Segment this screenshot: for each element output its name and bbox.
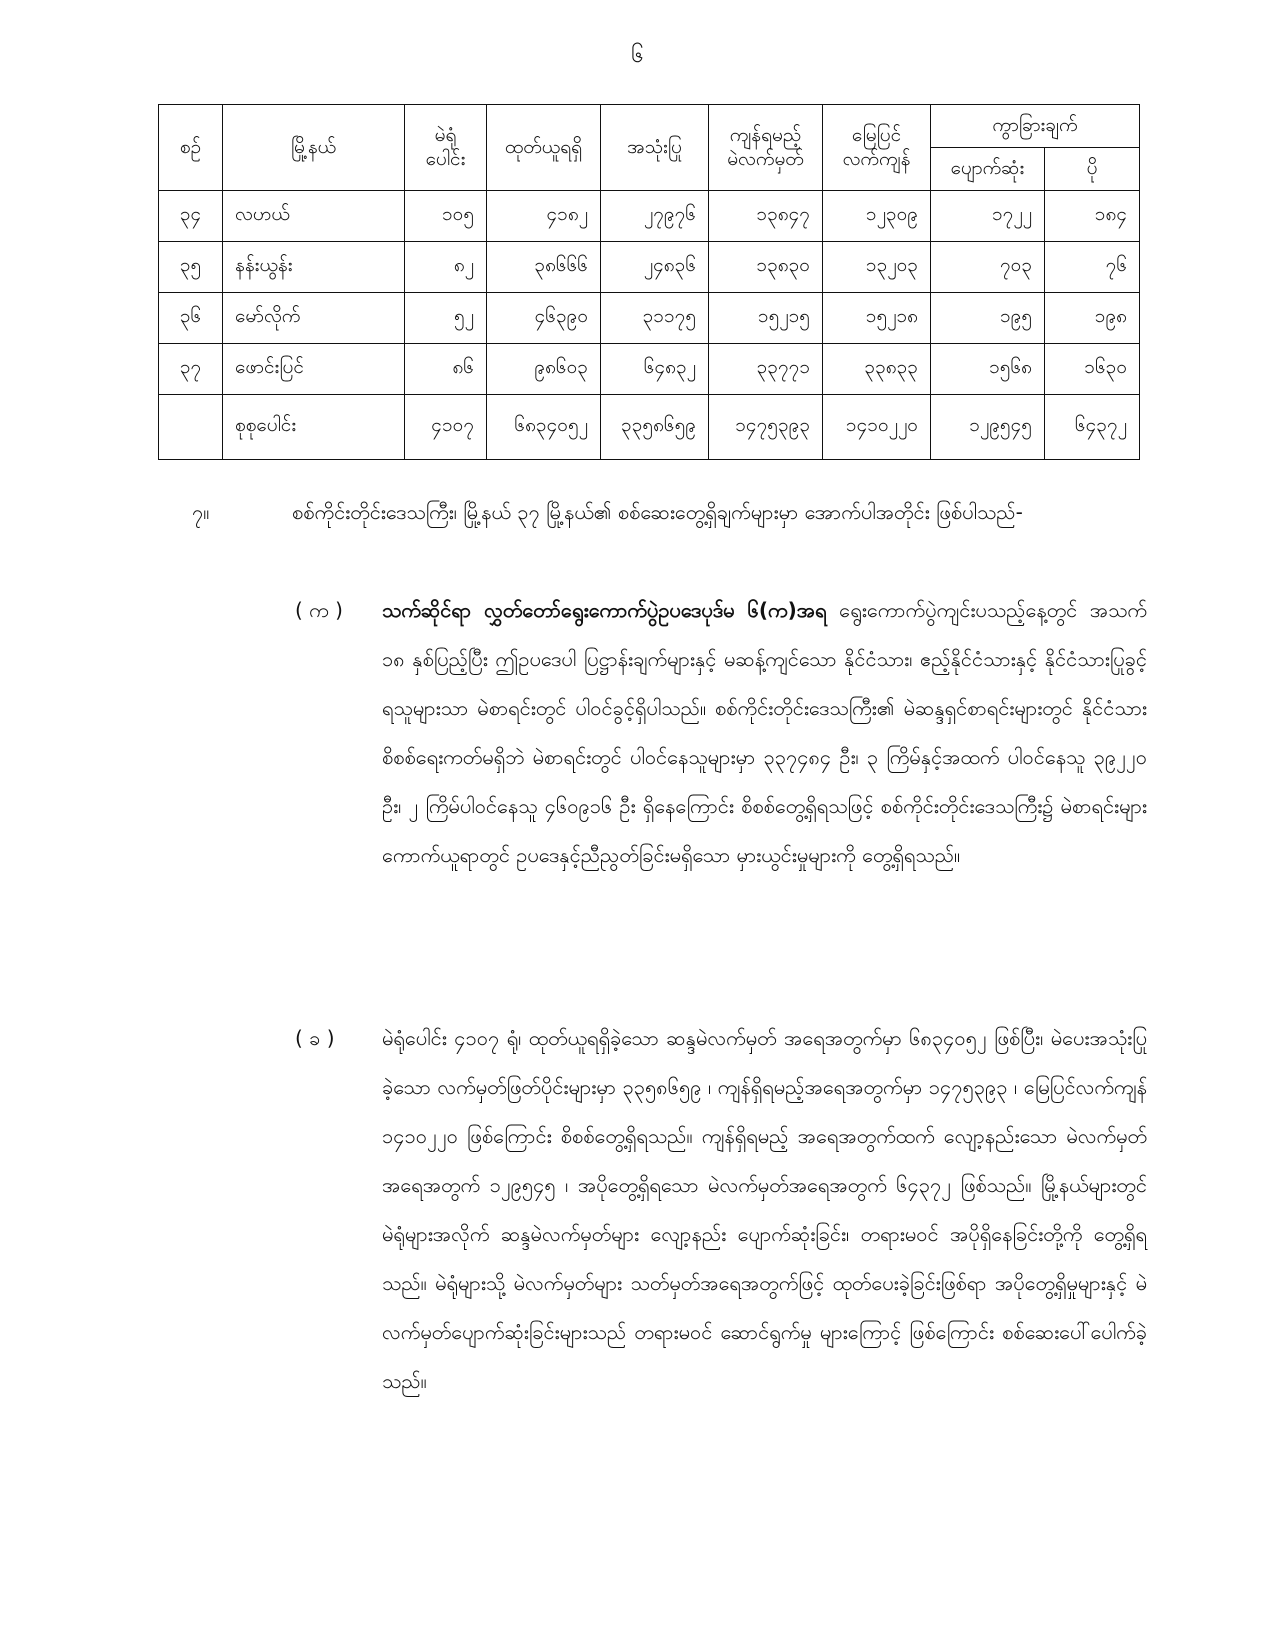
- cell-lost: ၁၅၆၈: [931, 344, 1045, 395]
- cell-issued: ၉၈၆၀၃: [487, 344, 601, 395]
- cell-township: နန်းယွန်း: [223, 242, 405, 293]
- cell-polling-stations: ၅၂: [405, 293, 487, 344]
- cell-expected-remaining: ၁၅၂၁၅: [709, 293, 823, 344]
- cell-actual-remaining: ၁၂၃၀၉: [823, 191, 931, 242]
- header-difference: ကွာခြားချက်: [931, 105, 1140, 148]
- cell-issued: ၃၈၆၆၆: [487, 242, 601, 293]
- cell-actual-remaining: ၃၃၈၃၃: [823, 344, 931, 395]
- header-lost: ပျောက်ဆုံး: [931, 148, 1045, 191]
- paragraph-7: [192, 488, 1147, 537]
- cell-township: လဟယ်: [223, 191, 405, 242]
- table-header-row: [159, 105, 1140, 148]
- header-used: အသုံးပြု: [601, 105, 709, 191]
- cell-excess: ၁၈၄: [1045, 191, 1140, 242]
- table-row: [159, 242, 1140, 293]
- cell-excess: ၆၄၃၇၂: [1045, 395, 1140, 460]
- cell-expected-remaining: ၁၃၈၃၀: [709, 242, 823, 293]
- cell-used: ၆၄၈၃၂: [601, 344, 709, 395]
- item-ka-bold: သက်ဆိုင်ရာ လွှတ်တော်ရွေးကောက်ပွဲဥပဒေပုဒ်မ ၆(က)အရ: [382, 598, 827, 622]
- cell-township: ဖောင်းပြင်: [223, 344, 405, 395]
- cell-index: ၃၄: [159, 191, 223, 242]
- table-row: [159, 293, 1140, 344]
- paragraph-text: စစ်ကိုင်းတိုင်းဒေသကြီး၊ မြို့နယ် ၃၇ မြို့နယ်၏ စစ်ဆေးတွေ့ရှိချက်များမှာ အောက်ပါအတိုင်း ဖြစ်ပါသည်-: [292, 500, 1023, 524]
- cell-polling-stations: ၈၆: [405, 344, 487, 395]
- table-row: [159, 344, 1140, 395]
- header-actual-remaining: မြေပြင် လက်ကျန်: [823, 105, 931, 191]
- table-row: [159, 191, 1140, 242]
- cell-actual-remaining: ၁၃၂၀၃: [823, 242, 931, 293]
- header-index: စဉ်: [159, 105, 223, 191]
- cell-lost: ၁၉၅: [931, 293, 1045, 344]
- item-ka-text: [382, 586, 1147, 880]
- cell-issued: ၄၁၈၂: [487, 191, 601, 242]
- cell-total-label: စုစုပေါင်း: [223, 395, 405, 460]
- cell-index: ၃၆: [159, 293, 223, 344]
- cell-lost: ၁၂၉၅၄၅: [931, 395, 1045, 460]
- item-kha-text: မဲရုံပေါင်း ၄၁၀၇ ရုံ၊ ထုတ်ယူရရှိခဲ့သော ဆန္ဒမဲလက်မှတ် အရေအတွက်မှာ ၆၈၃၄၀၅၂ ဖြစ်ပြီး၊ မဲပေးအသုံးပြုခဲ့သော လက်မှတ်ဖြတ်ပိုင်းများမှာ ၃၃၅၈၆၅၉ ၊ ကျန်ရှိရမည့်အရေအတွက်မှာ ၁၄၇၅၃၉၃ ၊ မြေပြင်လက်ကျန် ၁၄၁၀၂၂၀ ဖြစ်ကြောင်း စိစစ်တွေ့ရှိရသည်။ ကျန်ရှိရမည့် အရေအတွက်ထက် လျော့နည်းသော မဲလက်မှတ်အရေအတွက် ၁၂၉၅၄၅ ၊ အပိုတွေ့ရှိရသော မဲလက်မှတ်အရေအတွက် ၆၄၃၇၂ ဖြစ်သည်။ မြို့နယ်များတွင် မဲရုံများအလိုက် ဆန္ဒမဲလက်မှတ်များ လျော့နည်း ပျောက်ဆုံးခြင်း၊ တရားမဝင် အပိုရှိနေခြင်းတို့ကို တွေ့ရှိရသည်။ မဲရုံများသို့ မဲလက်မှတ်များ သတ်မှတ်အရေအတွက်ဖြင့် ထုတ်ပေးခဲ့ခြင်းဖြစ်ရာ အပိုတွေ့ရှိမှုများနှင့် မဲလက်မှတ်ပျောက်ဆုံးခြင်းများသည် တရားမဝင် ဆောင်ရွက်မှု များကြောင့် ဖြစ်ကြောင်း စစ်ဆေးပေါ်ပေါက်ခဲ့သည်။: [382, 1026, 1147, 1393]
- cell-actual-remaining: ၁၅၂၁၈: [823, 293, 931, 344]
- cell-polling-stations: ၈၂: [405, 242, 487, 293]
- cell-used: ၂၄၈၃၆: [601, 242, 709, 293]
- item-ka-body: ရွေးကောက်ပွဲကျင်းပသည့်နေ့တွင် အသက် ၁၈ နှစ်ပြည့်ပြီး ဤဥပဒေပါ ပြဋ္ဌာန်းချက်များနှင့် မဆန့်ကျင်သော နိုင်ငံသား၊ ဧည့်နိုင်ငံသားနှင့် နိုင်ငံသားပြုခွင့်ရသူများသာ မဲစာရင်းတွင် ပါဝင်ခွင့်ရှိပါသည်။ စစ်ကိုင်းတိုင်းဒေသကြီး၏ မဲဆန္ဒရှင်စာရင်းများတွင် နိုင်ငံသားစိစစ်ရေးကတ်မရှိဘဲ မဲစာရင်းတွင် ပါဝင်နေသူများမှာ ၃၃၇၄၈၄ ဦး၊ ၃ ကြိမ်နှင့်အထက် ပါဝင်နေသူ ၃၉၂၂၀ ဦး၊ ၂ ကြိမ်ပါဝင်နေသူ ၄၆၀၉၁၆ ဦး ရှိနေကြောင်း စိစစ်တွေ့ရှိရသဖြင့် စစ်ကိုင်းတိုင်းဒေသကြီး၌ မဲစာရင်းများ ကောက်ယူရာတွင် ဥပဒေနှင့်ညီညွတ်ခြင်းမရှိသော မှားယွင်းမှုများကို တွေ့ရှိရသည်။: [382, 598, 1147, 867]
- cell-township: မော်လိုက်: [223, 293, 405, 344]
- cell-expected-remaining: ၁၃၈၄၇: [709, 191, 823, 242]
- header-issued: ထုတ်ယူရရှိ: [487, 105, 601, 191]
- cell-expected-remaining: ၃၃၇၇၁: [709, 344, 823, 395]
- cell-lost: ၇၀၃: [931, 242, 1045, 293]
- paragraph-number: ၇။: [192, 500, 210, 524]
- cell-polling-stations: ၄၁၀၇: [405, 395, 487, 460]
- table-total-row: [159, 395, 1140, 460]
- cell-index: [159, 395, 223, 460]
- cell-used: ၃၃၅၈၆၅၉: [601, 395, 709, 460]
- cell-used: ၂၇၉၇၆: [601, 191, 709, 242]
- cell-actual-remaining: ၁၄၁၀၂၂၀: [823, 395, 931, 460]
- cell-excess: ၁၆၃၀: [1045, 344, 1140, 395]
- cell-issued: ၄၆၃၉၀: [487, 293, 601, 344]
- cell-excess: ၇၆: [1045, 242, 1140, 293]
- cell-polling-stations: ၁၀၅: [405, 191, 487, 242]
- ballot-results-table: [158, 104, 1140, 460]
- cell-issued: ၆၈၃၄၀၅၂: [487, 395, 601, 460]
- cell-expected-remaining: ၁၄၇၅၃၉၃: [709, 395, 823, 460]
- cell-used: ၃၁၁၇၅: [601, 293, 709, 344]
- header-township: မြို့နယ်: [223, 105, 405, 191]
- header-polling-stations: မဲရုံ ပေါင်း: [405, 105, 487, 191]
- cell-index: ၃၅: [159, 242, 223, 293]
- cell-excess: ၁၉၈: [1045, 293, 1140, 344]
- cell-lost: ၁၇၂၂: [931, 191, 1045, 242]
- item-marker-ka: ( က ): [295, 598, 343, 622]
- item-marker-kha: ( ခ ): [295, 1026, 335, 1050]
- cell-index: ၃၇: [159, 344, 223, 395]
- header-expected-remaining: ကျန်ရမည့် မဲလက်မှတ်: [709, 105, 823, 191]
- page-number: ၆: [631, 43, 644, 68]
- header-excess: ပို: [1045, 148, 1140, 191]
